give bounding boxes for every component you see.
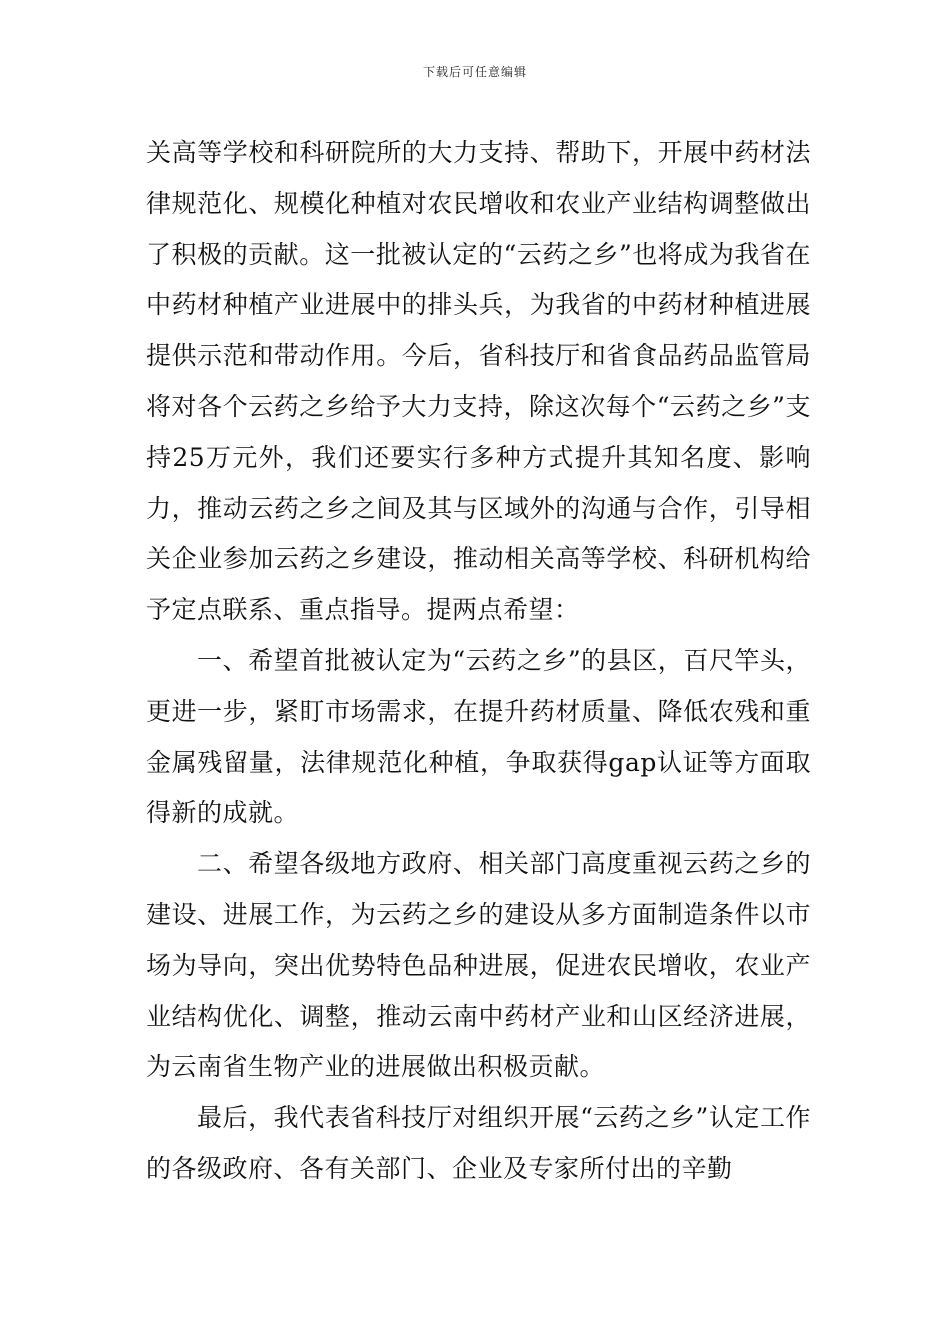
paragraph: 最后，我代表省科技厅对组织开展“云药之乡”认定工作的各级政府、各有关部门、企业及专家所付出的辛勤 — [146, 1103, 811, 1183]
page-header: 下载后可任意编辑 — [422, 65, 527, 79]
paragraph: 关高等学校和科研院所的大力支持、帮助下，开展中药材法律规范化、规模化种植对农民增收和农业产业结构调整做出了积极的贡献。这一批被认定的“云药之乡”也将成为我省在中药材种植产业进展中的排头兵，为我省的中药材种植进展提供示范和带动作用。今后，省科技厅和省食品药品监管局将对各个云药之乡给予大力支持，除这次每个“云药之乡”支持25万元外，我们还要实行多种方式提升其知名度、影响力，推动云药之乡之间及其与区域外的沟通与合作，引导相关企业参加云药之乡建设，推动相关高等学校、科研机构给予定点联系、重点指导。提两点希望： — [146, 138, 811, 625]
paragraph: 一、希望首批被认定为“云药之乡”的县区，百尺竿头，更进一步，紧盯市场需求，在提升药材质量、降低农残和重金属残留量，法律规范化种植，争取获得gap认证等方面取得新的成就。 — [146, 645, 811, 828]
document-body — [146, 128, 811, 1195]
paragraph: 二、希望各级地方政府、相关部门高度重视云药之乡的建设、进展工作，为云药之乡的建设从多方面制造条件以市场为导向，突出优势特色品种进展，促进农民增收，农业产业结构优化、调整，推动云南中药材产业和山区经济进展，为云南省生物产业的进展做出积极贡献。 — [146, 849, 811, 1082]
